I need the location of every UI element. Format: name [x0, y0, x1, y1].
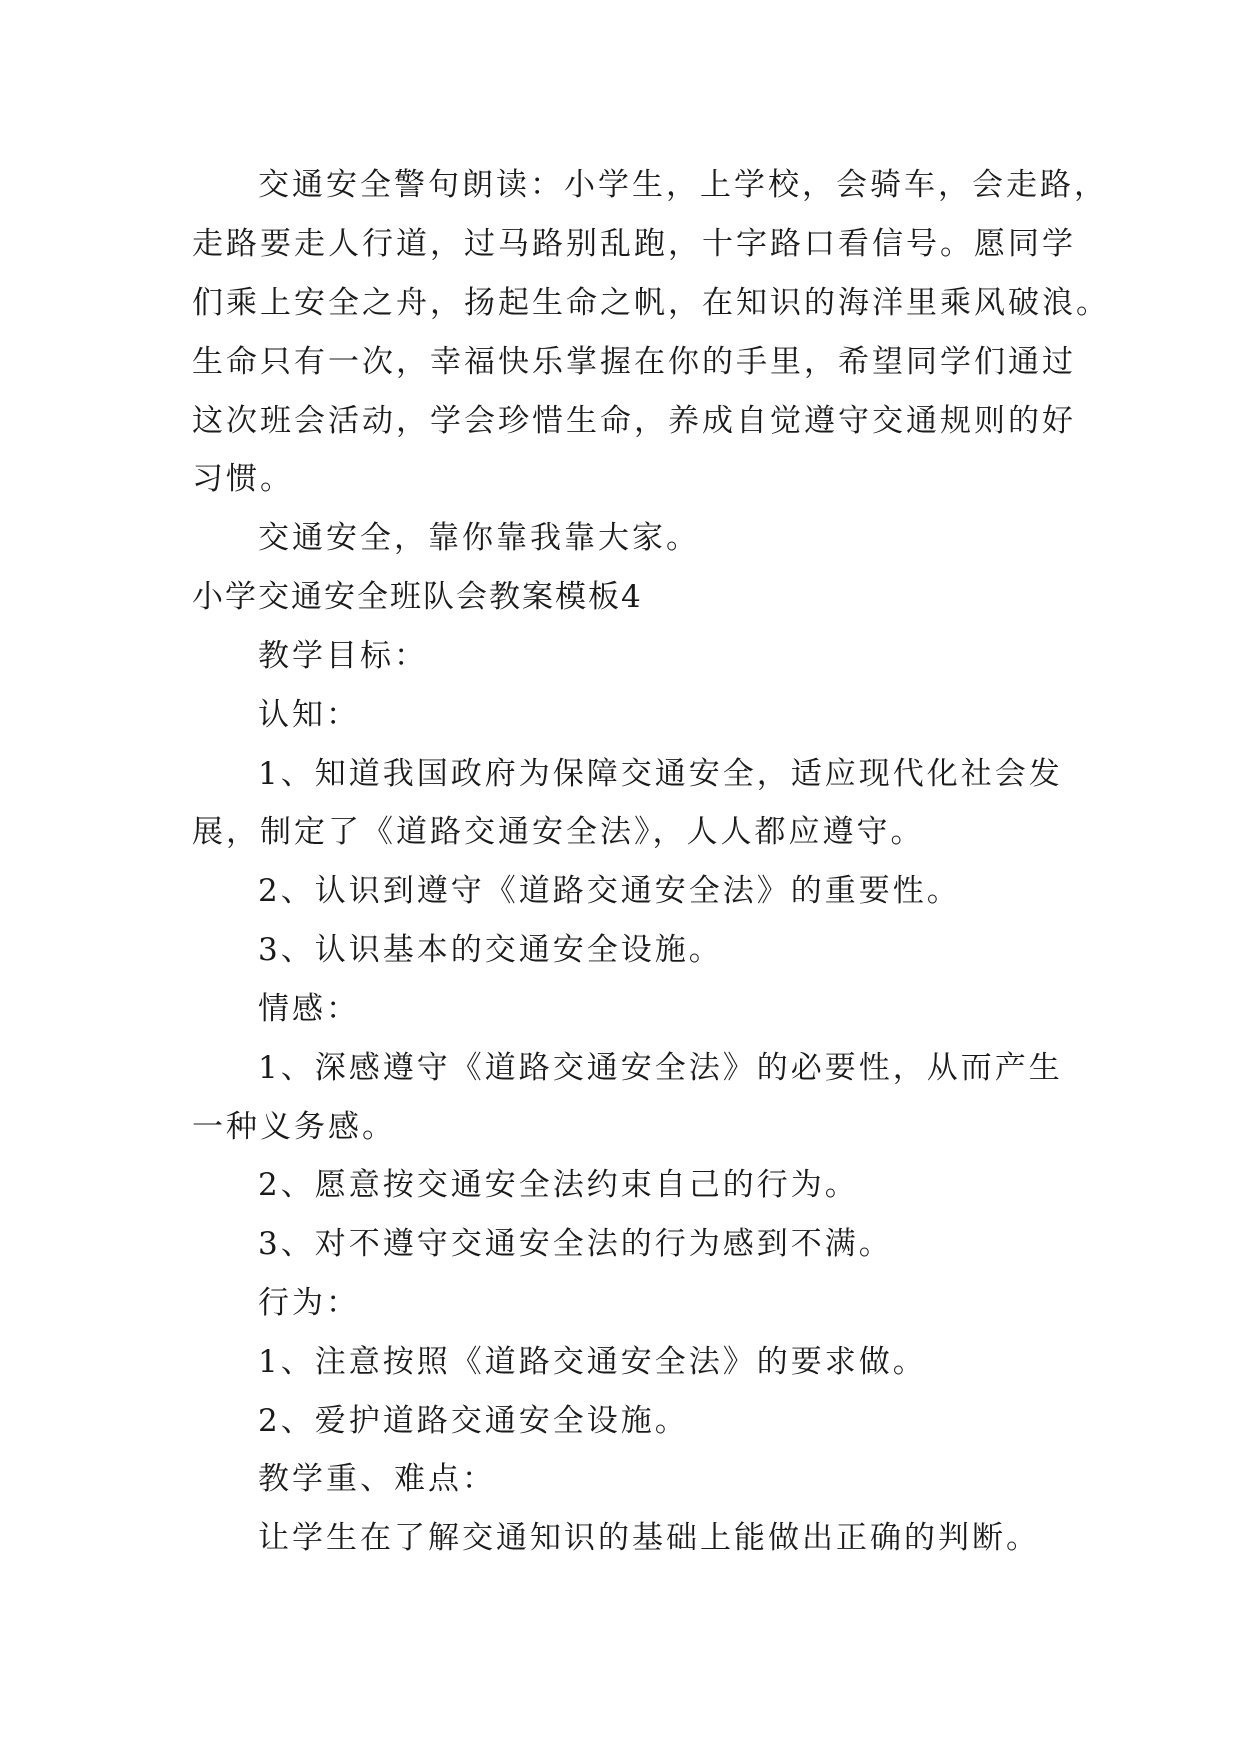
paragraph-slogan-line-1: 交通安全警句朗读：小学生，上学校，会骑车，会走路， [258, 167, 1108, 203]
behavior-item-2: 2、爱护道路交通安全设施。 [258, 1403, 689, 1439]
cognition-label: 认知： [258, 697, 360, 733]
paragraph-slogan-line-5: 这次班会活动，学会珍惜生命，养成自觉遵守交通规则的好 [192, 403, 1076, 439]
paragraph-slogan-line-6: 习惯。 [192, 461, 294, 497]
paragraph-slogan-line-2: 走路要走人行道，过马路别乱跑，十字路口看信号。愿同学 [192, 226, 1076, 262]
cognition-item-1-line-1: 1、知道我国政府为保障交通安全，适应现代化社会发 [258, 756, 1063, 792]
emotion-item-1-line-2: 一种义务感。 [192, 1109, 396, 1145]
behavior-label: 行为： [258, 1285, 360, 1321]
key-difficulty-text: 让学生在了解交通知识的基础上能做出正确的判断。 [258, 1520, 1040, 1556]
emotion-label: 情感： [258, 991, 360, 1027]
cognition-item-3: 3、认识基本的交通安全设施。 [258, 932, 723, 968]
paragraph-closing: 交通安全，靠你靠我靠大家。 [258, 520, 700, 556]
section-heading: 小学交通安全班队会教案模板4 [192, 579, 643, 615]
emotion-item-2: 2、愿意按交通安全法约束自己的行为。 [258, 1167, 859, 1203]
emotion-item-1-line-1: 1、深感遵守《道路交通安全法》的必要性，从而产生 [258, 1050, 1063, 1086]
cognition-item-2: 2、认识到遵守《道路交通安全法》的重要性。 [258, 873, 961, 909]
paragraph-slogan-line-4: 生命只有一次，幸福快乐掌握在你的手里，希望同学们通过 [192, 344, 1076, 380]
cognition-item-1-line-2: 展，制定了《道路交通安全法》，人人都应遵守。 [192, 814, 925, 850]
key-difficulty-label: 教学重、难点： [258, 1461, 496, 1497]
teaching-goals-label: 教学目标： [258, 638, 428, 674]
paragraph-slogan-line-3: 们乘上安全之舟，扬起生命之帆，在知识的海洋里乘风破浪。 [192, 285, 1110, 321]
behavior-item-1: 1、注意按照《道路交通安全法》的要求做。 [258, 1344, 927, 1380]
emotion-item-3: 3、对不遵守交通安全法的行为感到不满。 [258, 1226, 893, 1262]
